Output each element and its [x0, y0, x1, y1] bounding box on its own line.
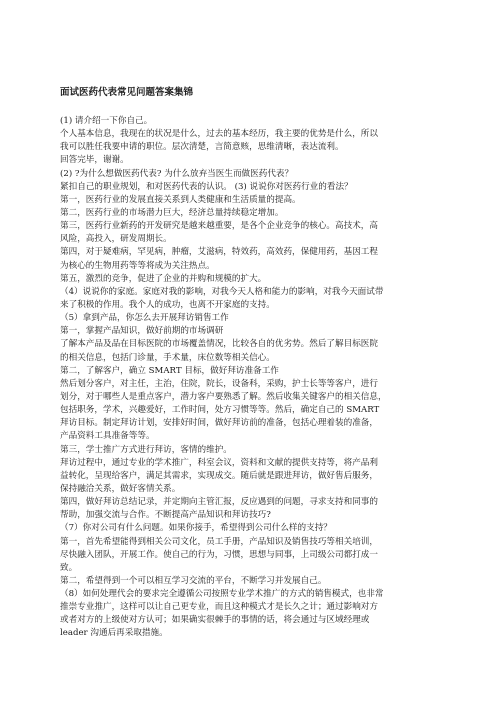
text-line: 第五，激烈的竞争，促进了企业的并购和规模的扩大。 — [60, 273, 267, 284]
document-body — [60, 115, 440, 641]
text-line: 拜访过程中，通过专业的学术推广，科室会议，资料和文献的提供支持等，将产品利 — [60, 457, 378, 468]
text-line: 第二，希望得到一个可以相互学习交流的平台，不断学习并发展自己。 — [60, 575, 327, 586]
text-line: 风险，高投入，研发周期长。 — [60, 234, 172, 245]
text-line: （7）你对公司有什么问题。如果你接手，希望得到公司什么样的支持？ — [60, 523, 332, 534]
text-line: (1) 请介绍一下你自己。 — [60, 116, 153, 126]
text-line: 第四，对于疑难病，罕见病，肿瘤，艾滋病，特效药，高效药，保健用药，基因工程 — [60, 247, 378, 258]
text-line: 划分，对于哪些人是重点客户，潜力客户要熟悉了解。然后收集关键客户的相关信息， — [60, 391, 387, 402]
text-line: 个人基本信息，我现在的状况是什么，过去的基本经历，我主要的优势是什么，所以 — [60, 129, 378, 140]
text-line: 益转化，呈现给客户，满足其需求，实现成交。随后就是跟进拜访，做好售后服务， — [60, 470, 378, 481]
text-line: 拜访目标。制定拜访计划，安排好时间，做好拜访前的准备，包括心理着装的准备， — [60, 418, 378, 429]
text-line: 回答完毕，谢谢。 — [60, 155, 129, 166]
text-line: 第二，医药行业的市场潜力巨大，经济总量持续稳定增加。 — [60, 207, 284, 218]
text-line: 或者对方的上级使对方认可；如果确实很棘手的事情的话，将会通过与区域经理或 — [60, 615, 370, 626]
text-line: 第一，医药行业的发展直接关系到人类健康和生活质量的提高。 — [60, 194, 301, 205]
text-line: 的相关信息，包括门诊量，手术量，床位数等相关信心。 — [60, 352, 275, 363]
document-title: 面试医药代表常见问题答案集锦 — [60, 87, 194, 98]
text-line: 第一，掌握产品知识，做好前期的市场调研 — [60, 326, 224, 337]
text-line: 来了积极的作用。我个人的成功，也离不开家庭的支持。 — [60, 299, 275, 310]
text-line: 保持融洽关系，做好客情关系。 — [60, 483, 181, 494]
text-line: 包括职务，学术，兴趣爱好，工作时间，处方习惯等等。然后，确定自己的 SMART — [60, 405, 380, 416]
text-line: 然后划分客户，对主任，主治，住院，院长，设备科，采购，护士长等等客户，进行 — [60, 378, 378, 389]
text-line: 紧扣自己的职业规划，和对医药代表的认识。 (3) 说说你对医药行业的看法？ — [60, 181, 353, 192]
text-line: 第三，学士推广方式进行拜访，客情的维护。 — [60, 444, 232, 455]
text-line: 第四，做好拜访总结记录，并定期向主管汇报，反应遇到的问题，寻求支持和同事的 — [60, 497, 378, 508]
text-line: 产品资料工具准备等等。 — [60, 431, 155, 442]
text-line: leader 沟通后再采取措施。 — [60, 628, 168, 639]
text-line: 了解本产品及品在目标医院的市场覆盖情况，比较各自的优劣势。然后了解目标医院 — [60, 339, 378, 350]
text-line: （5）拿到产品，你怎么去开展拜访销售工作 — [60, 313, 229, 324]
text-line: 推崇专业推广，这样可以让自己更专业，而且这种模式才是长久之计；通过影响对方 — [60, 602, 378, 613]
text-line: 尽快融入团队，开展工作。使自己的行为，习惯，思想与同事，上司级公司都打成一 — [60, 549, 378, 560]
text-line: （4）说说你的家庭。家庭对我的影响，对我今天人格和能力的影响，对我今天面试带 — [60, 286, 384, 297]
text-line: (2) ?为什么想做医药代表? 为什么放弃当医生而做医药代表？ — [60, 168, 294, 179]
text-line: （8）如何处理代会的要求完全遵循公司按照专业学术推广的方式的销售模式，也非常 — [60, 589, 384, 600]
text-line: 帮助，加强交流与合作。不断提高产品知识和拜访技巧? — [60, 510, 271, 521]
text-line: 为核心的生物用药等等将成为关注热点。 — [60, 260, 215, 271]
text-line: 第二，了解客户，确立 SMART 目标，做好拜访准备工作 — [60, 365, 279, 376]
text-line: 致。 — [60, 562, 78, 573]
text-line: 我可以胜任我要申请的职位。层次清楚，言简意赅，思维清晰，表达流利。 — [60, 142, 344, 153]
text-line: 第三，医药行业新药的开发研究是越来越重要，是各个企业竞争的核心。高技术，高 — [60, 221, 378, 232]
text-line: 第一，首先希望能得到相关公司文化，员工手册，产品知识及销售技巧等相关培训， — [60, 536, 378, 547]
